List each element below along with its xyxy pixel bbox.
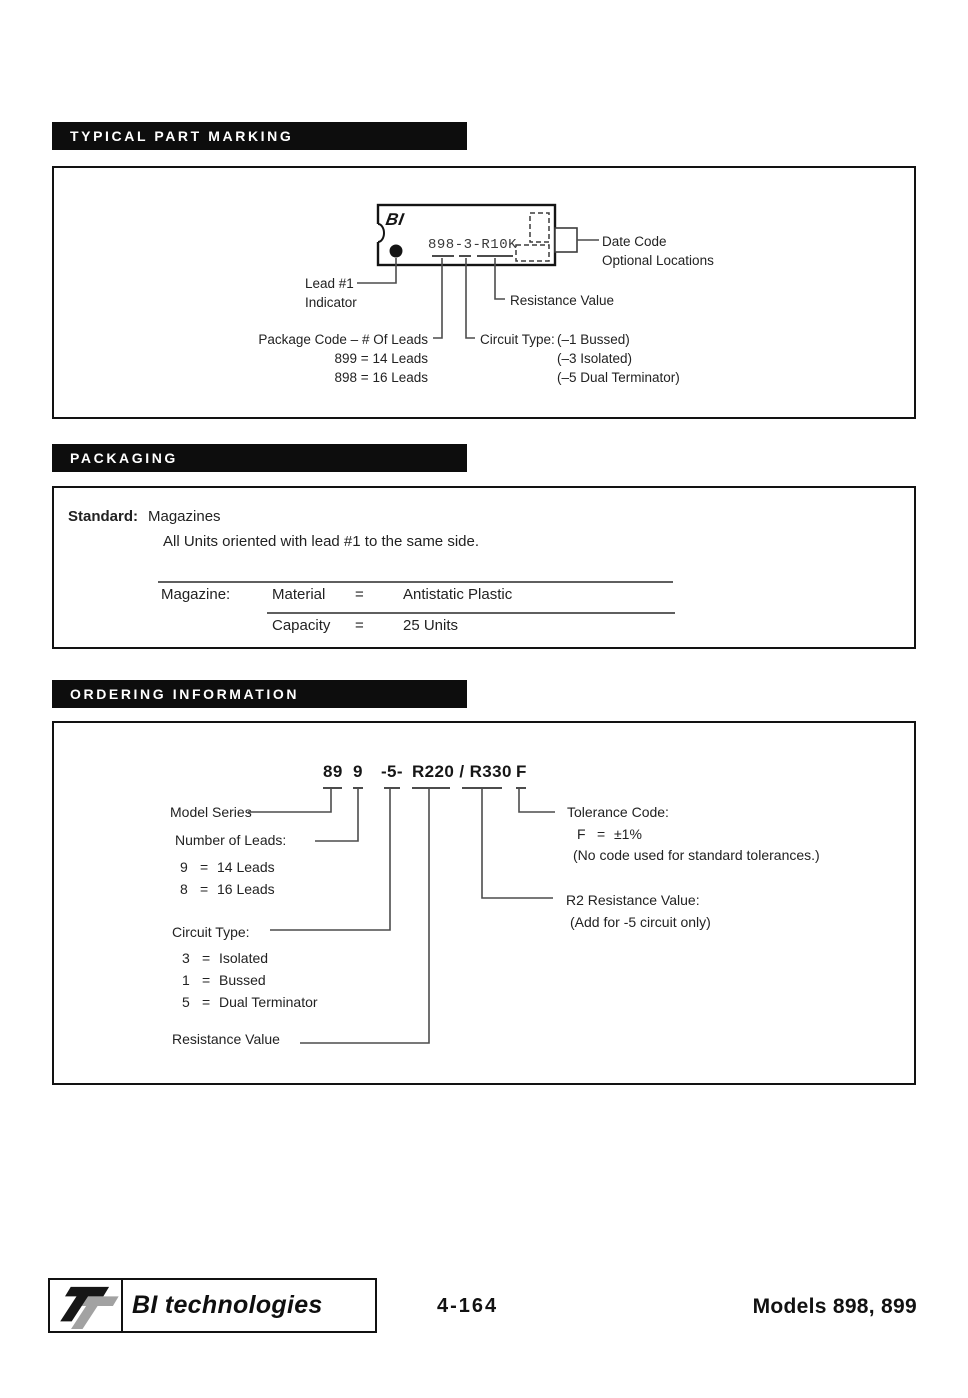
resistance-value-label: Resistance Value [510, 293, 615, 308]
code-circuit-type: -5- [381, 762, 403, 781]
part-marking-panel [52, 166, 916, 419]
code-model-series: 89 [323, 762, 343, 781]
circuit-type-label: Circuit Type: [172, 924, 250, 940]
logo-divider [121, 1280, 123, 1331]
lead1-dot [390, 245, 403, 258]
package-code-899: 899 = 14 Leads [334, 351, 428, 366]
date-code-label [602, 232, 714, 270]
capacity-value: 25 Units [403, 617, 459, 634]
r2-resistance-note: (Add for -5 circuit only) [570, 914, 711, 930]
circuit-option-1 [182, 969, 266, 991]
magazine-label: Magazine: [161, 586, 231, 603]
tolerance-note: (No code used for standard tolerances.) [573, 847, 820, 863]
code-number-of-leads: 9 [353, 762, 363, 781]
chip-logo: BI [384, 210, 406, 229]
number-of-leads-line [315, 788, 358, 841]
tolerance-value: ±1% [614, 826, 642, 842]
models-label: Models 898, 899 [752, 1295, 917, 1318]
section-header-part-marking [52, 122, 467, 150]
circuit-option-code: 3 [182, 950, 190, 966]
circuit-option-value: Bussed [219, 972, 266, 988]
section-title: PACKAGING [70, 450, 178, 466]
section-title: ORDERING INFORMATION [70, 686, 300, 702]
equals-sign: = [200, 881, 209, 897]
resistance-value-label: Resistance Value [172, 1031, 280, 1047]
equals-sign: = [200, 859, 209, 875]
equals-sign: = [202, 994, 211, 1010]
standard-label: Standard: [68, 508, 139, 525]
leads-option-code: 9 [180, 859, 188, 875]
circuit-option-dual: (–5 Dual Terminator) [557, 370, 680, 385]
circuit-option-isolated: (–3 Isolated) [557, 351, 633, 366]
circuit-option-code: 5 [182, 994, 190, 1010]
circuit-option-value: Isolated [219, 950, 269, 966]
page-number: 4-164 [437, 1295, 499, 1317]
lead1-label [305, 274, 357, 312]
code-resistance-values: R220 / R330 [412, 762, 512, 781]
material-value: Antistatic Plastic [403, 586, 513, 603]
date-code-line1: Date Code [602, 234, 667, 249]
leads-option-9 [180, 856, 275, 878]
leads-option-value: 16 Leads [217, 881, 275, 897]
tolerance-f-row [577, 825, 642, 844]
section-header-ordering [52, 680, 467, 708]
part-marking-diagram [54, 168, 914, 417]
chip-marking-text: 898-3-R10K [428, 237, 518, 253]
tt-emblem-icon [56, 1283, 120, 1329]
ordering-panel [52, 721, 916, 1085]
resistance-value-line [300, 788, 429, 1043]
leads-option-8 [180, 878, 275, 900]
number-of-leads-label: Number of Leads: [175, 832, 287, 848]
date-code-line2: Optional Locations [602, 253, 714, 268]
table-rule-top [158, 581, 673, 583]
circuit-option-value: Dual Terminator [219, 994, 318, 1010]
capacity-property: Capacity [272, 617, 331, 634]
circuit-option-5 [182, 991, 318, 1013]
r2-resistance-line [482, 788, 553, 898]
standard-value: Magazines [148, 508, 221, 525]
lead1-line1: Lead #1 [305, 276, 354, 291]
orientation-note: All Units oriented with lead #1 to the same side. [163, 533, 480, 550]
tolerance-code-line [519, 788, 555, 812]
circuit-option-bussed: (–1 Bussed) [557, 332, 630, 347]
equals-sign: = [202, 950, 211, 966]
section-title: TYPICAL PART MARKING [70, 128, 294, 144]
table-rule-middle [267, 612, 675, 614]
date-code-ledge [555, 228, 577, 252]
lead1-line2: Indicator [305, 295, 357, 310]
material-property: Material [272, 586, 326, 603]
code-tolerance: F [516, 762, 527, 781]
equals-sign: = [597, 826, 606, 842]
tolerance-code: F [577, 826, 586, 842]
packaging-panel [52, 486, 916, 649]
section-header-packaging [52, 444, 467, 472]
circuit-type-options [557, 330, 680, 387]
brand-logo-text: BI technologies [132, 1291, 323, 1319]
leads-option-value: 14 Leads [217, 859, 275, 875]
leads-option-code: 8 [180, 881, 188, 897]
package-code-line [433, 258, 442, 338]
circuit-type-line [466, 258, 475, 338]
package-code-title: Package Code – # Of Leads [258, 332, 428, 347]
package-code-898: 898 = 16 Leads [334, 370, 428, 385]
model-series-label: Model Series [170, 804, 252, 820]
circuit-type-label: Circuit Type: [480, 332, 555, 347]
circuit-option-code: 1 [182, 972, 190, 988]
circuit-type-line [270, 788, 390, 930]
capacity-eq: = [355, 617, 364, 634]
r2-resistance-label: R2 Resistance Value: [566, 892, 700, 908]
equals-sign: = [202, 972, 211, 988]
model-series-line [248, 788, 331, 812]
tolerance-code-label: Tolerance Code: [567, 804, 669, 820]
material-eq: = [355, 586, 364, 603]
circuit-option-3 [182, 947, 268, 969]
package-code-label [232, 330, 428, 387]
footer-logo-box [48, 1278, 377, 1333]
